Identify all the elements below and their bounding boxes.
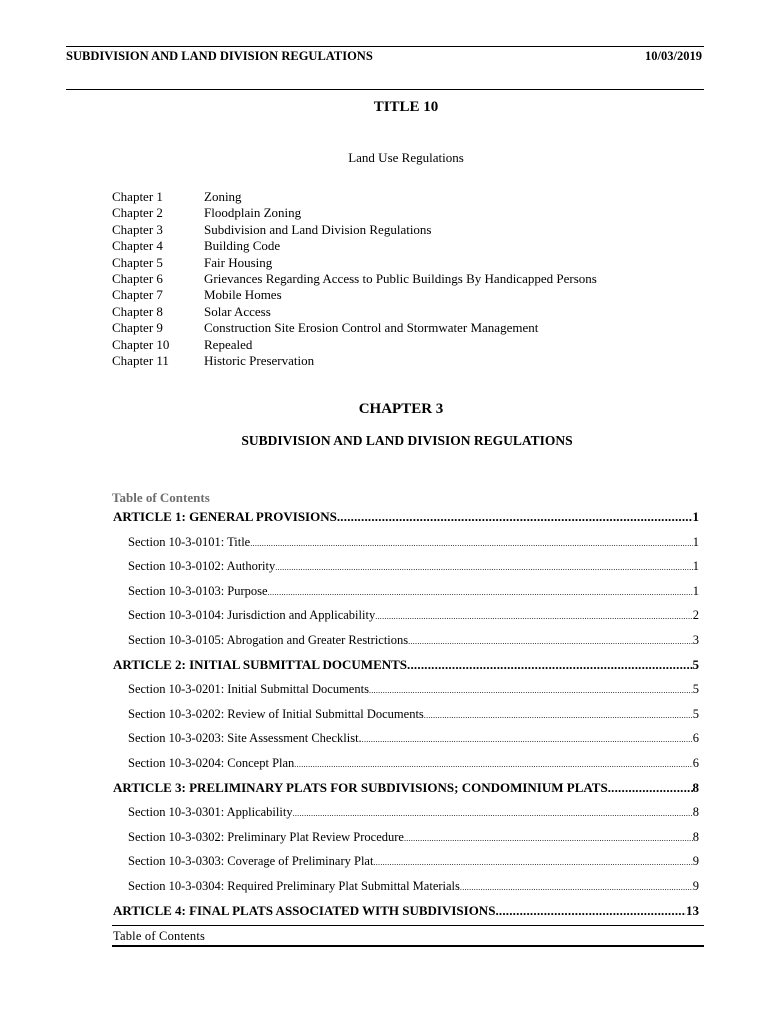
toc-article-entry[interactable] <box>113 657 699 673</box>
dot-leader <box>362 735 693 744</box>
chapter-subheading: SUBDIVISION AND LAND DIVISION REGULATIONS <box>241 433 573 448</box>
chapter-number: Chapter 7 <box>112 287 163 303</box>
toc-section-entry[interactable] <box>128 682 699 697</box>
toc-article-entry[interactable] <box>113 780 699 796</box>
toc-entry-text: Section 10-3-0302: Preliminary Plat Review Procedure <box>128 830 404 844</box>
toc-page-number: 5 <box>692 707 699 721</box>
chapter-name: Fair Housing <box>204 254 273 270</box>
toc-article-entry[interactable] <box>113 903 699 919</box>
toc-section-entry[interactable] <box>128 535 699 550</box>
dot-leader <box>294 760 692 769</box>
chapter-name: Subdivision and Land Division Regulations <box>204 221 432 237</box>
chapter-name: Repealed <box>204 336 253 352</box>
chapter-name: Grievances Regarding Access to Public Buildings By Handicapped Persons <box>204 270 597 286</box>
toc-entry-text: Section 10-3-0104: Jurisdiction and Applicability <box>128 608 376 622</box>
dot-leader <box>495 903 686 919</box>
toc-entry-text: Section 10-3-0203: Site Assessment Checklist. <box>128 731 362 745</box>
dot-leader <box>369 686 693 695</box>
toc-page-number: 2 <box>692 608 699 622</box>
chapter-row <box>112 353 597 369</box>
chapter-name: Building Code <box>204 238 281 254</box>
chapter-row <box>112 287 597 303</box>
toc-section-entry[interactable] <box>128 731 699 746</box>
toc-section-entry[interactable] <box>128 584 699 599</box>
dot-leader <box>404 834 693 843</box>
dot-leader <box>275 563 693 572</box>
toc-article-entry[interactable] <box>113 509 699 525</box>
footer-top-rule <box>112 925 704 926</box>
chapter-name: Historic Preservation <box>204 352 315 368</box>
footer-label: Table of Contents <box>113 929 206 943</box>
toc-section-entry[interactable] <box>128 756 699 771</box>
toc-page-number: 9 <box>692 879 699 893</box>
dot-leader <box>268 588 693 597</box>
toc-page-number: 8 <box>692 830 699 844</box>
header-top-rule <box>66 46 704 47</box>
toc-entry-text: Section 10-3-0201: Initial Submittal Documents <box>128 682 369 696</box>
toc-page-number: 1 <box>692 584 699 598</box>
header-title: SUBDIVISION AND LAND DIVISION REGULATIONS <box>66 49 373 63</box>
chapter-number: Chapter 11 <box>112 352 169 368</box>
chapter-number: Chapter 6 <box>112 270 163 286</box>
toc-page-number: 6 <box>692 756 699 770</box>
toc-heading: Table of Contents <box>112 490 210 505</box>
chapter-name: Solar Access <box>204 303 271 319</box>
header-bottom-rule <box>66 89 704 90</box>
toc-entry-text: Section 10-3-0101: Title <box>128 535 251 549</box>
header-date: 10/03/2019 <box>645 49 702 63</box>
chapter-row <box>112 189 597 205</box>
toc-entry-text: Section 10-3-0102: Authority <box>128 559 276 573</box>
toc-entry-text: Section 10-3-0204: Concept Plan <box>128 756 295 770</box>
toc-section-entry[interactable] <box>128 854 699 869</box>
chapter-number: Chapter 3 <box>112 221 163 237</box>
dot-leader <box>407 657 692 673</box>
toc-page-number: 6 <box>692 731 699 745</box>
chapter-row <box>112 238 597 254</box>
chapter-name: Floodplain Zoning <box>204 205 302 221</box>
toc-page-number: 1 <box>692 535 699 549</box>
chapter-row <box>112 304 597 320</box>
toc-section-entry[interactable] <box>128 559 699 574</box>
toc-page-number: 1 <box>692 559 699 573</box>
footer-bottom-rule <box>112 945 704 947</box>
toc-section-entry[interactable] <box>128 805 699 820</box>
dot-leader <box>375 612 693 621</box>
toc-entry-text: Section 10-3-0105: Abrogation and Greater Restrictions <box>128 633 409 647</box>
toc-page-number: 9 <box>692 854 699 868</box>
chapter-number: Chapter 2 <box>112 205 163 221</box>
toc-section-entry[interactable] <box>128 608 699 623</box>
chapter-list <box>112 189 597 369</box>
chapter-heading: CHAPTER 3 <box>358 401 444 417</box>
dot-leader <box>408 637 693 646</box>
toc-entry-text: Section 10-3-0304: Required Preliminary Plat Submittal Materials <box>128 879 460 893</box>
chapter-number: Chapter 5 <box>112 254 163 270</box>
dot-leader <box>293 809 693 818</box>
chapter-name: Construction Site Erosion Control and Stormwater Management <box>204 320 539 336</box>
chapter-row <box>112 205 597 221</box>
dot-leader <box>337 509 693 525</box>
document-subtitle: Land Use Regulations <box>348 150 464 165</box>
dot-leader <box>608 780 693 796</box>
chapter-number: Chapter 8 <box>112 303 163 319</box>
chapter-name: Zoning <box>204 189 242 204</box>
toc-section-entry[interactable] <box>128 707 699 722</box>
toc-page-number: 5 <box>692 682 699 696</box>
toc-entry-text: Section 10-3-0202: Review of Initial Submittal Documents <box>128 707 424 721</box>
toc-page-number: 8 <box>692 805 699 819</box>
dot-leader <box>460 883 693 892</box>
chapter-number: Chapter 9 <box>112 320 163 336</box>
toc-entry-text: ARTICLE 2: INITIAL SUBMITTAL DOCUMENTS <box>113 657 408 672</box>
toc-entry-text: ARTICLE 3: PRELIMINARY PLATS FOR SUBDIVISIONS; CONDOMINIUM PLATS <box>113 780 608 795</box>
toc-page-number: 3 <box>692 633 699 647</box>
toc-entry-text: Section 10-3-0103: Purpose <box>128 584 268 598</box>
toc-section-entry[interactable] <box>128 879 699 894</box>
toc-page-number: 5 <box>692 657 699 672</box>
document-title: TITLE 10 <box>373 99 439 115</box>
toc-page-number: 13 <box>686 903 699 918</box>
dot-leader <box>250 539 693 548</box>
chapter-row <box>112 320 597 336</box>
dot-leader <box>373 858 692 867</box>
toc-page-number: 8 <box>692 780 699 795</box>
dot-leader <box>424 711 693 720</box>
toc-entry-text: ARTICLE 4: FINAL PLATS ASSOCIATED WITH SUBDIVISIONS <box>113 903 496 918</box>
chapter-name: Mobile Homes <box>204 287 282 303</box>
chapter-row <box>112 271 597 287</box>
chapter-row <box>112 255 597 271</box>
toc-entry-text: Section 10-3-0301: Applicability <box>128 805 293 819</box>
chapter-number: Chapter 10 <box>112 336 170 352</box>
chapter-row <box>112 222 597 238</box>
chapter-row <box>112 337 597 353</box>
toc-entry-text: Section 10-3-0303: Coverage of Preliminary Plat <box>128 854 374 868</box>
toc-page-number: 1 <box>692 509 699 524</box>
chapter-number: Chapter 1 <box>112 189 163 204</box>
chapter-number: Chapter 4 <box>112 238 163 254</box>
toc-section-entry[interactable] <box>128 830 699 845</box>
toc-section-entry[interactable] <box>128 633 699 648</box>
toc-entry-text: ARTICLE 1: GENERAL PROVISIONS <box>113 509 337 524</box>
